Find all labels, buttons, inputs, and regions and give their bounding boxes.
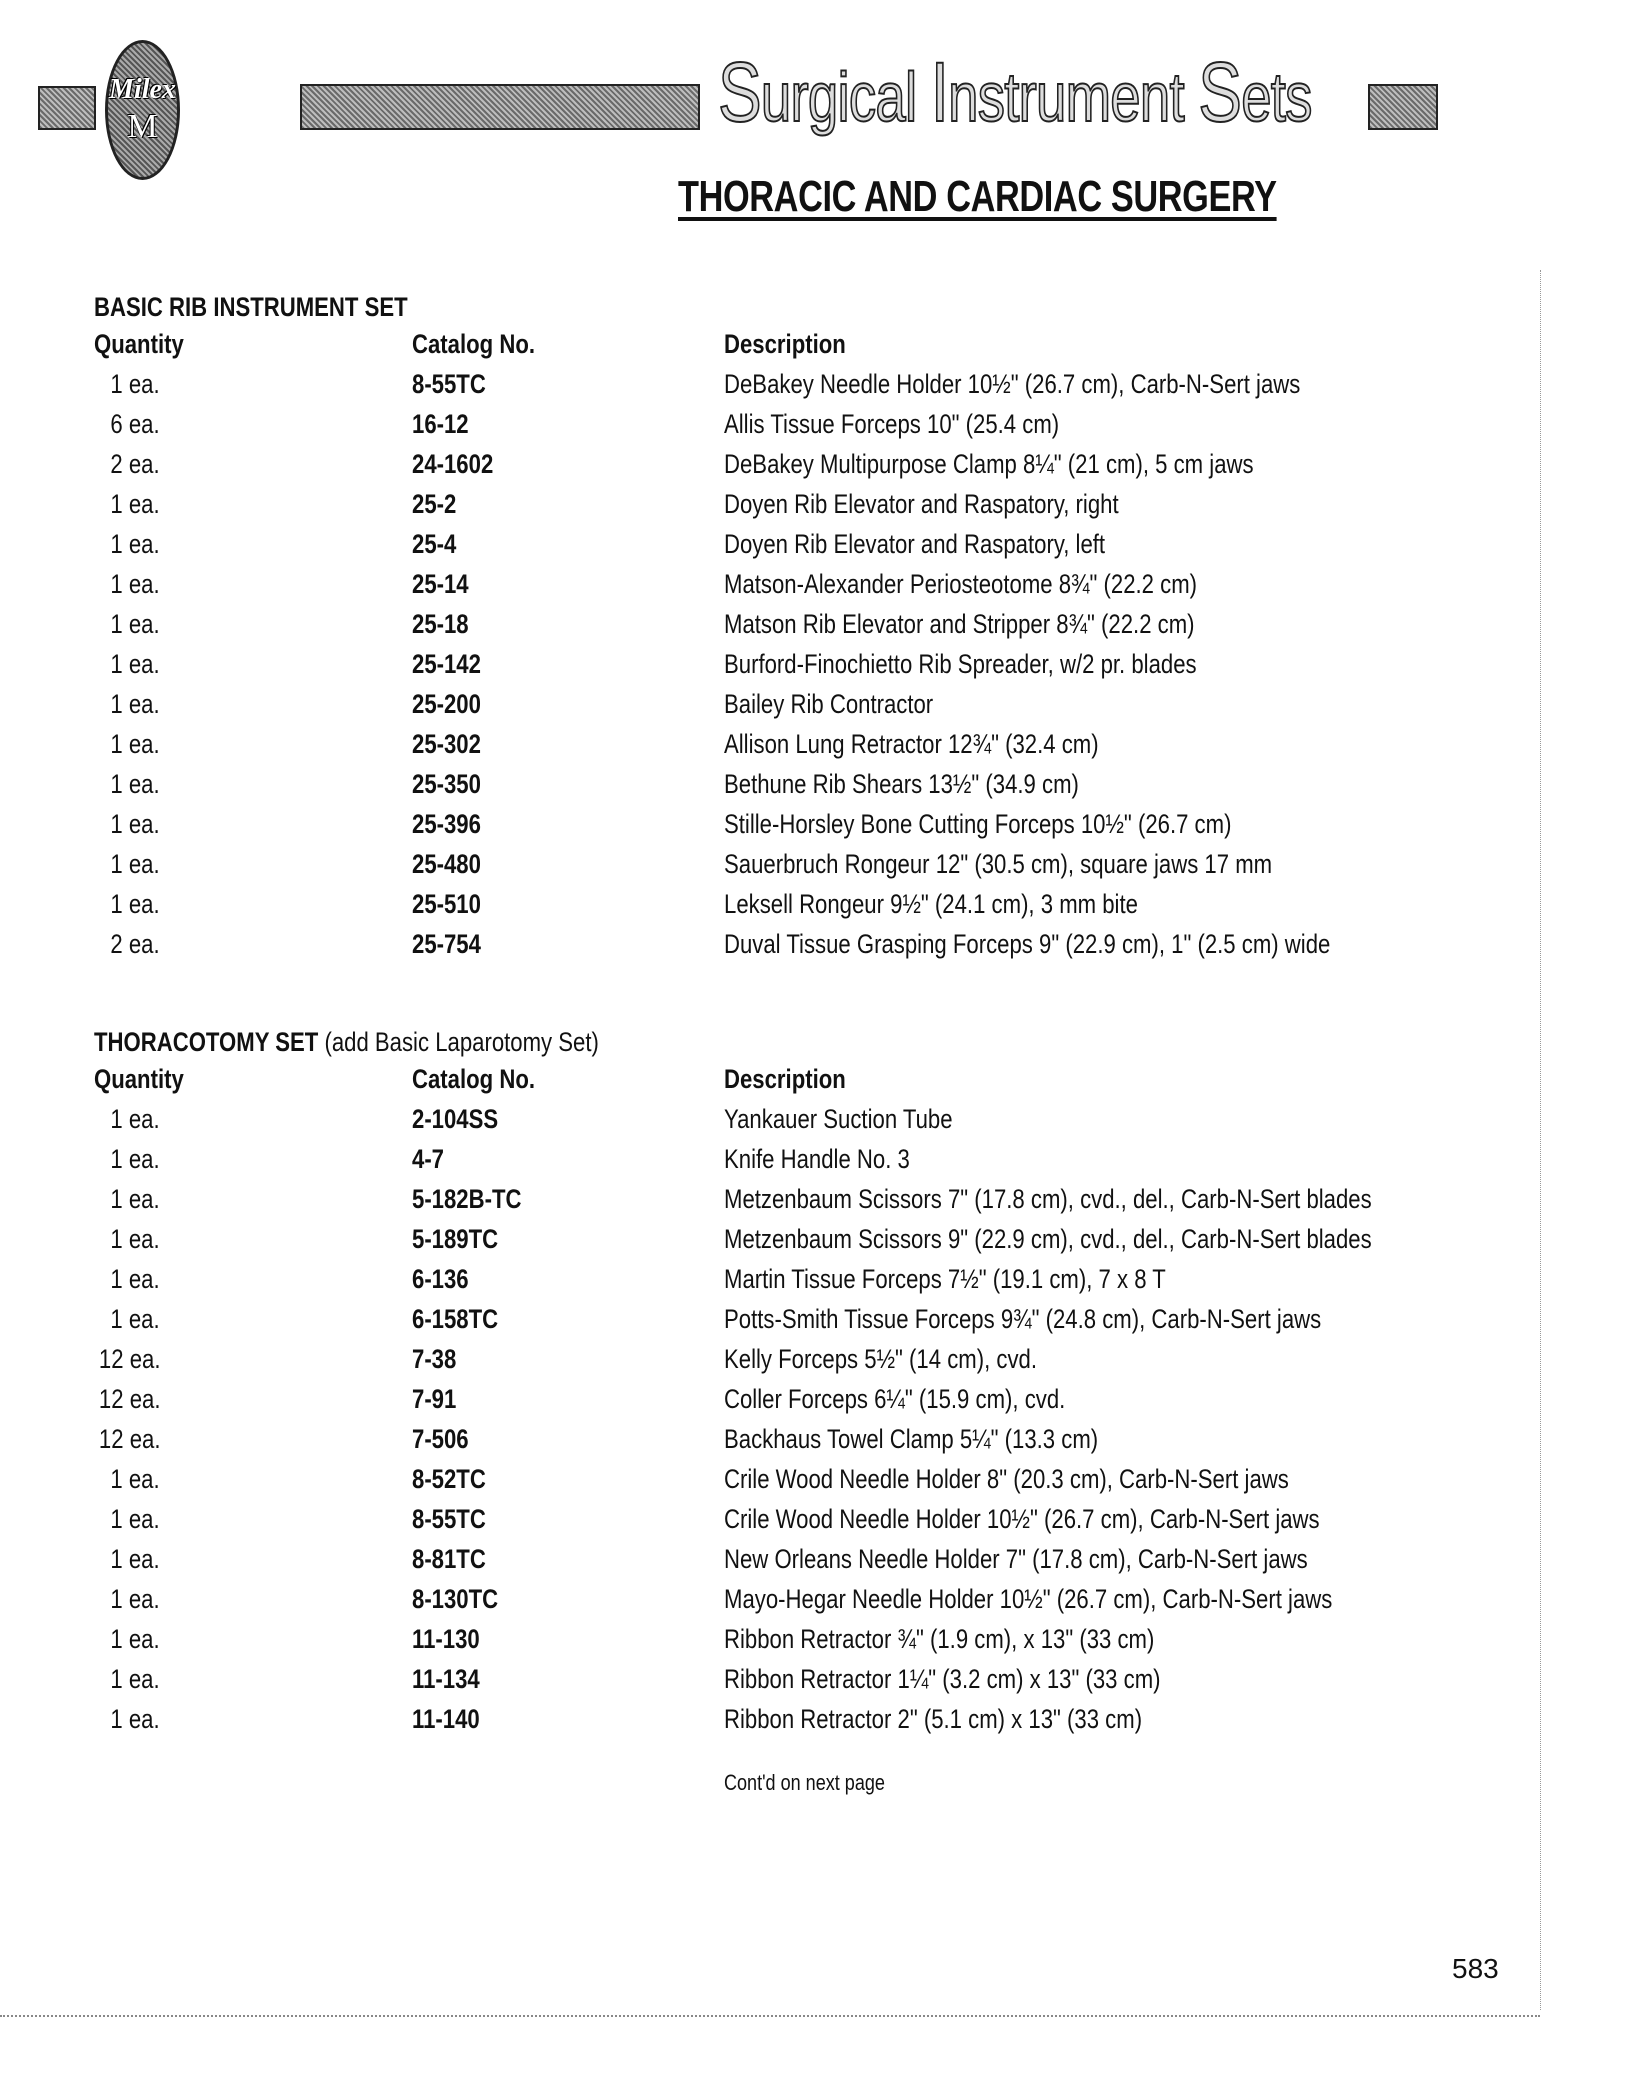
description-cell: Ribbon Retractor 2" (5.1 cm) x 13" (33 cm): [724, 1704, 1143, 1734]
quantity-cell: 1 ea.: [110, 1664, 160, 1694]
catalog-number-cell: 25-302: [412, 729, 481, 759]
column-header-catalog: Catalog No.: [412, 329, 536, 359]
table-row: [94, 1259, 1494, 1299]
quantity-cell: 1 ea.: [110, 649, 160, 679]
catalog-number-cell: 25-510: [412, 889, 481, 919]
logo-script-text: Milex: [109, 74, 176, 105]
table-row: [94, 1219, 1494, 1259]
table-row: [94, 1619, 1494, 1659]
table-row: [94, 444, 1494, 484]
thoracotomy-set: [94, 1025, 1494, 1739]
description-cell: Knife Handle No. 3: [724, 1144, 910, 1174]
catalog-number-cell: 25-350: [412, 769, 481, 799]
table-row: [94, 924, 1494, 964]
catalog-number-cell: 8-55TC: [412, 369, 486, 399]
quantity-cell: 1 ea.: [110, 729, 160, 759]
quantity-cell: 1 ea.: [110, 1624, 160, 1654]
basic-rib-instrument-set: [94, 290, 1494, 964]
header-decor-bar-right: [1368, 84, 1438, 130]
table-row: [94, 1379, 1494, 1419]
table-row: [94, 764, 1494, 804]
table-row: [94, 1579, 1494, 1619]
quantity-cell: 12 ea.: [98, 1344, 161, 1374]
quantity-cell: 1 ea.: [110, 369, 160, 399]
description-cell: Bailey Rib Contractor: [724, 689, 934, 719]
description-cell: Potts-Smith Tissue Forceps 9¾" (24.8 cm), Carb-N-Sert jaws: [724, 1304, 1322, 1334]
description-cell: Allis Tissue Forceps 10" (25.4 cm): [724, 409, 1060, 439]
description-cell: New Orleans Needle Holder 7" (17.8 cm), Carb-N-Sert jaws: [724, 1544, 1308, 1574]
quantity-cell: 6 ea.: [110, 409, 160, 439]
table-row: [94, 524, 1494, 564]
catalog-number-cell: 11-130: [412, 1624, 480, 1654]
catalog-number-cell: 25-200: [412, 689, 481, 719]
description-cell: Coller Forceps 6¼" (15.9 cm), cvd.: [724, 1384, 1066, 1414]
table-body: [94, 1099, 1494, 1739]
description-cell: Metzenbaum Scissors 9" (22.9 cm), cvd., del., Carb-N-Sert blades: [724, 1224, 1372, 1254]
description-cell: Kelly Forceps 5½" (14 cm), cvd.: [724, 1344, 1038, 1374]
quantity-cell: 1 ea.: [110, 1104, 160, 1134]
catalog-number-cell: 6-136: [412, 1264, 469, 1294]
quantity-cell: 1 ea.: [110, 1464, 160, 1494]
description-cell: Matson Rib Elevator and Stripper 8¾" (22.2 cm): [724, 609, 1195, 639]
description-cell: DeBakey Needle Holder 10½" (26.7 cm), Carb-N-Sert jaws: [724, 369, 1301, 399]
quantity-cell: 1 ea.: [110, 609, 160, 639]
table-row: [94, 1659, 1494, 1699]
table-row: [94, 1539, 1494, 1579]
scan-edge-vertical: [1540, 270, 1541, 2010]
description-cell: Doyen Rib Elevator and Raspatory, left: [724, 529, 1106, 559]
quantity-cell: 1 ea.: [110, 489, 160, 519]
catalog-number-cell: 25-4: [412, 529, 457, 559]
quantity-cell: 12 ea.: [98, 1424, 161, 1454]
catalog-number-cell: 7-506: [412, 1424, 469, 1454]
description-cell: Bethune Rib Shears 13½" (34.9 cm): [724, 769, 1079, 799]
catalog-number-cell: 8-52TC: [412, 1464, 486, 1494]
milex-logo: [105, 40, 180, 180]
description-cell: Burford-Finochietto Rib Spreader, w/2 pr. blades: [724, 649, 1197, 679]
catalog-number-cell: 8-55TC: [412, 1504, 486, 1534]
description-cell: Matson-Alexander Periosteotome 8¾" (22.2 cm): [724, 569, 1198, 599]
catalog-number-cell: 25-18: [412, 609, 469, 639]
catalog-number-cell: 7-38: [412, 1344, 457, 1374]
quantity-cell: 1 ea.: [110, 809, 160, 839]
catalog-number-cell: 16-12: [412, 409, 469, 439]
catalog-number-cell: 25-14: [412, 569, 469, 599]
table-row: [94, 1699, 1494, 1739]
table-row: [94, 1099, 1494, 1139]
catalog-number-cell: 25-2: [412, 489, 457, 519]
description-cell: Crile Wood Needle Holder 8" (20.3 cm), Carb-N-Sert jaws: [724, 1464, 1289, 1494]
table-row: [94, 884, 1494, 924]
page-number: 583: [1452, 1953, 1499, 1984]
column-header-description: Description: [724, 329, 846, 359]
catalog-number-cell: 8-130TC: [412, 1584, 499, 1614]
quantity-cell: 1 ea.: [110, 1224, 160, 1254]
description-cell: Martin Tissue Forceps 7½" (19.1 cm), 7 x 8 T: [724, 1264, 1166, 1294]
quantity-cell: 1 ea.: [110, 1704, 160, 1734]
column-header-quantity: Quantity: [94, 329, 184, 359]
catalog-number-cell: 25-142: [412, 649, 481, 679]
page-subtitle: THORACIC AND CARDIAC SURGERY: [678, 172, 1277, 221]
quantity-cell: 1 ea.: [110, 689, 160, 719]
catalog-number-cell: 25-396: [412, 809, 481, 839]
description-cell: Sauerbruch Rongeur 12" (30.5 cm), square jaws 17 mm: [724, 849, 1273, 879]
catalog-number-cell: 25-480: [412, 849, 481, 879]
quantity-cell: 1 ea.: [110, 1144, 160, 1174]
header-decor-bar-middle: [300, 84, 700, 130]
table-row: [94, 604, 1494, 644]
description-cell: Mayo-Hegar Needle Holder 10½" (26.7 cm), Carb-N-Sert jaws: [724, 1584, 1333, 1614]
quantity-cell: 1 ea.: [110, 889, 160, 919]
catalog-number-cell: 2-104SS: [412, 1104, 499, 1134]
table-row: [94, 1179, 1494, 1219]
description-cell: Allison Lung Retractor 12¾" (32.4 cm): [724, 729, 1099, 759]
table-row: [94, 684, 1494, 724]
quantity-cell: 1 ea.: [110, 1544, 160, 1574]
quantity-cell: 1 ea.: [110, 1584, 160, 1614]
description-cell: Ribbon Retractor ¾" (1.9 cm), x 13" (33 cm): [724, 1624, 1155, 1654]
description-cell: Metzenbaum Scissors 7" (17.8 cm), cvd., del., Carb-N-Sert blades: [724, 1184, 1372, 1214]
quantity-cell: 2 ea.: [110, 449, 160, 479]
quantity-cell: 1 ea.: [110, 569, 160, 599]
catalog-number-cell: 4-7: [412, 1144, 445, 1174]
section-title: THORACOTOMY SET (add Basic Laparotomy Set): [94, 1027, 599, 1057]
table-row: [94, 724, 1494, 764]
table-row: [94, 1459, 1494, 1499]
catalog-number-cell: 11-134: [412, 1664, 480, 1694]
catalog-number-cell: 5-189TC: [412, 1224, 499, 1254]
quantity-cell: 1 ea.: [110, 1304, 160, 1334]
column-header-description: Description: [724, 1064, 846, 1094]
column-header-quantity: Quantity: [94, 1064, 184, 1094]
description-cell: DeBakey Multipurpose Clamp 8¼" (21 cm), 5 cm jaws: [724, 449, 1254, 479]
quantity-cell: 2 ea.: [110, 929, 160, 959]
column-header-catalog: Catalog No.: [412, 1064, 536, 1094]
table-row: [94, 364, 1494, 404]
catalog-number-cell: 5-182B-TC: [412, 1184, 522, 1214]
description-cell: Crile Wood Needle Holder 10½" (26.7 cm), Carb-N-Sert jaws: [724, 1504, 1320, 1534]
quantity-cell: 1 ea.: [110, 1184, 160, 1214]
table-row: [94, 1419, 1494, 1459]
table-row: [94, 1339, 1494, 1379]
quantity-cell: 1 ea.: [110, 849, 160, 879]
quantity-cell: 1 ea.: [110, 1504, 160, 1534]
table-row: [94, 1139, 1494, 1179]
description-cell: Backhaus Towel Clamp 5¼" (13.3 cm): [724, 1424, 1099, 1454]
table-header: [94, 1059, 1494, 1099]
description-cell: Doyen Rib Elevator and Raspatory, right: [724, 489, 1119, 519]
quantity-cell: 12 ea.: [98, 1384, 161, 1414]
continued-note: Cont'd on next page: [724, 1770, 885, 1795]
catalog-number-cell: 8-81TC: [412, 1544, 486, 1574]
table-row: [94, 484, 1494, 524]
table-row: [94, 1499, 1494, 1539]
description-cell: Yankauer Suction Tube: [724, 1104, 953, 1134]
table-row: [94, 804, 1494, 844]
table-row: [94, 844, 1494, 884]
table-header: [94, 324, 1494, 364]
table-row: [94, 1299, 1494, 1339]
page-title: Surgical Instrument Sets: [718, 45, 1312, 139]
scan-edge-horizontal: [0, 2015, 1540, 2017]
table-row: [94, 564, 1494, 604]
catalog-number-cell: 11-140: [412, 1704, 480, 1734]
description-cell: Duval Tissue Grasping Forceps 9" (22.9 cm), 1" (2.5 cm) wide: [724, 929, 1331, 959]
logo-letter: M: [127, 108, 158, 145]
quantity-cell: 1 ea.: [110, 1264, 160, 1294]
table-body: [94, 364, 1494, 964]
description-cell: Leksell Rongeur 9½" (24.1 cm), 3 mm bite: [724, 889, 1138, 919]
quantity-cell: 1 ea.: [110, 769, 160, 799]
description-cell: Ribbon Retractor 1¼" (3.2 cm) x 13" (33 cm): [724, 1664, 1161, 1694]
catalog-number-cell: 25-754: [412, 929, 481, 959]
catalog-number-cell: 7-91: [412, 1384, 457, 1414]
description-cell: Stille-Horsley Bone Cutting Forceps 10½" (26.7 cm): [724, 809, 1232, 839]
table-row: [94, 404, 1494, 444]
catalog-number-cell: 24-1602: [412, 449, 494, 479]
header-decor-bar-left: [38, 86, 96, 130]
quantity-cell: 1 ea.: [110, 529, 160, 559]
table-row: [94, 644, 1494, 684]
section-title: BASIC RIB INSTRUMENT SET: [94, 292, 408, 322]
catalog-number-cell: 6-158TC: [412, 1304, 499, 1334]
